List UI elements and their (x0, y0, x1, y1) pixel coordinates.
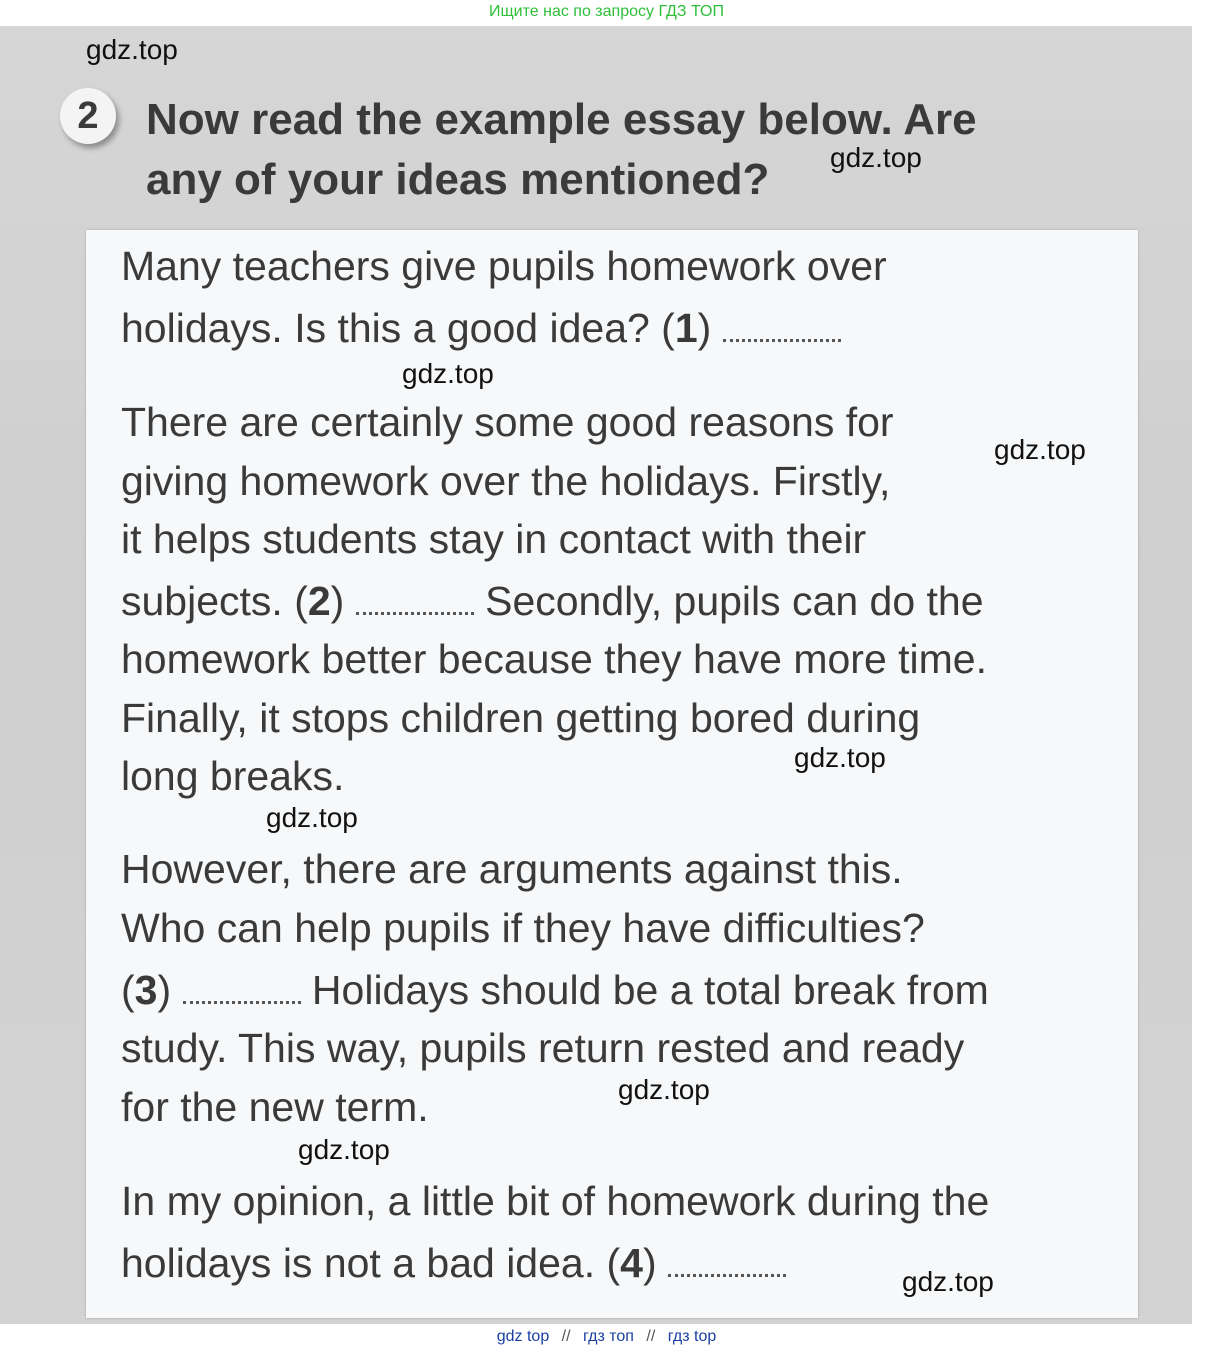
essay-line-text: holidays. Is this a good idea? ( (121, 305, 675, 351)
essay-line: Who can help pupils if they have difficulties? (121, 905, 925, 951)
essay-line-tail: Holidays should be a total break from (300, 967, 989, 1013)
watermark: gdz.top (618, 1074, 710, 1105)
gap-open-paren: ( (121, 967, 135, 1013)
essay-line: Many teachers give pupils homework over (121, 243, 887, 289)
task-instruction-line-1: Now read the example essay below. Are (146, 95, 977, 144)
watermark: gdz.top (902, 1266, 994, 1297)
answer-blank[interactable] (668, 1264, 786, 1277)
essay-line: homework better because they have more time. (121, 636, 987, 682)
gap-close-paren: ) (642, 1240, 657, 1286)
watermark: gdz.top (402, 358, 494, 389)
watermark: gdz.top (86, 34, 178, 65)
footer-link[interactable]: gdz top (496, 1328, 550, 1345)
essay-line: study. This way, pupils return rested and ready (121, 1025, 965, 1071)
essay-line-gap-1 (121, 302, 841, 354)
gap-number: 3 (134, 967, 158, 1013)
gap-close-paren: ) (157, 967, 172, 1013)
footer-link[interactable]: гдз top (667, 1328, 717, 1345)
task-number-badge: 2 (60, 88, 116, 144)
essay-line-tail: Secondly, pupils can do the (473, 578, 984, 624)
essay-line: In my opinion, a little bit of homework during the (121, 1178, 990, 1224)
footer-separator: // (561, 1328, 571, 1345)
essay-line: for the new term. (121, 1084, 429, 1130)
footer-link[interactable]: гдз топ (583, 1328, 634, 1345)
search-hint-banner: Ищите нас по запросу ГДЗ ТОП (489, 3, 724, 20)
essay-line-text: holidays is not a bad idea. ( (121, 1240, 621, 1286)
task-instruction (146, 90, 1066, 210)
essay-line-gap-2 (121, 575, 984, 627)
watermark: gdz.top (794, 742, 886, 773)
watermark: gdz.top (994, 434, 1086, 465)
gap-number: 1 (674, 305, 698, 351)
gap-close-paren: ) (697, 305, 712, 351)
answer-blank[interactable] (723, 329, 841, 342)
gap-number: 2 (307, 578, 331, 624)
essay-line: long breaks. (121, 753, 345, 799)
essay-line-gap-3 (121, 964, 989, 1016)
essay-line-gap-4 (121, 1237, 786, 1289)
essay-line: giving homework over the holidays. Firstly, (121, 458, 891, 504)
footer-links (0, 1325, 1213, 1349)
gap-close-paren: ) (330, 578, 345, 624)
essay-line: Finally, it stops children getting bored during (121, 695, 921, 741)
task-instruction-line-2: any of your ideas mentioned? (146, 155, 770, 204)
watermark: gdz.top (298, 1134, 390, 1165)
answer-blank[interactable] (183, 991, 301, 1004)
essay-line-text: subjects. ( (121, 578, 308, 624)
footer-separator: // (646, 1328, 656, 1345)
answer-blank[interactable] (356, 602, 474, 615)
essay-line: However, there are arguments against this. (121, 846, 903, 892)
essay-line: it helps students stay in contact with their (121, 516, 867, 562)
watermark: gdz.top (830, 142, 922, 173)
watermark: gdz.top (266, 802, 358, 833)
essay-line: There are certainly some good reasons for (121, 399, 894, 445)
gap-number: 4 (620, 1240, 643, 1286)
